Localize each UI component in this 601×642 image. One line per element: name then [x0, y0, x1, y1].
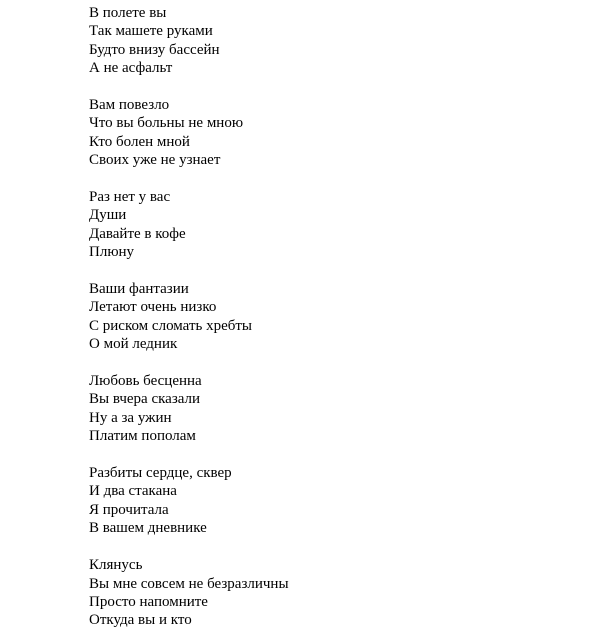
poem-line: Души: [89, 207, 127, 224]
poem-line: Откуда вы и кто: [89, 612, 192, 629]
poem-line: Вы мне совсем не безразличны: [89, 575, 289, 592]
poem-line: О мой ледник: [89, 336, 178, 353]
poem-line: Любовь бесценна: [89, 373, 202, 390]
poem-line: И два стакана: [89, 483, 177, 500]
poem-line: В полете вы: [89, 5, 167, 21]
stanza-1: [89, 4, 289, 78]
poem-line: Кто болен мной: [89, 133, 190, 150]
poem-line: Раз нет у вас: [89, 189, 171, 206]
poem-line: Клянусь: [89, 557, 143, 574]
stanza-7: [89, 556, 289, 630]
poem-line: Будто внизу бассейн: [89, 41, 220, 58]
poem-line: Ваши фантазии: [89, 281, 189, 298]
stanza-2: [89, 96, 289, 170]
poem-line: Своих уже не узнает: [89, 152, 221, 169]
poem-line: Что вы больны не мною: [89, 115, 244, 132]
poem-line: Просто напомните: [89, 593, 208, 610]
stanza-4: [89, 280, 289, 354]
stanza-6: [89, 464, 289, 538]
poem-line: Давайте в кофе: [89, 225, 186, 242]
poem-line: Вам повезло: [89, 97, 170, 114]
poem-line: А не асфальт: [89, 60, 173, 77]
poem-text: [89, 4, 289, 630]
poem-line: Плюну: [89, 244, 135, 261]
poem-line: В вашем дневнике: [89, 520, 207, 537]
poem-line: С риском сломать хребты: [89, 317, 253, 334]
poem-line: Я прочитала: [89, 501, 169, 518]
poem-line: Платим пополам: [89, 428, 196, 445]
poem-line: Ну а за ужин: [89, 409, 172, 426]
poem-line: Вы вчера сказали: [89, 391, 201, 408]
poem-line: Разбиты сердце, сквер: [89, 465, 232, 482]
stanza-3: [89, 188, 289, 262]
poem-line: Летают очень низко: [89, 299, 217, 316]
stanza-5: [89, 372, 289, 446]
poem-line: Так машете руками: [89, 23, 213, 40]
